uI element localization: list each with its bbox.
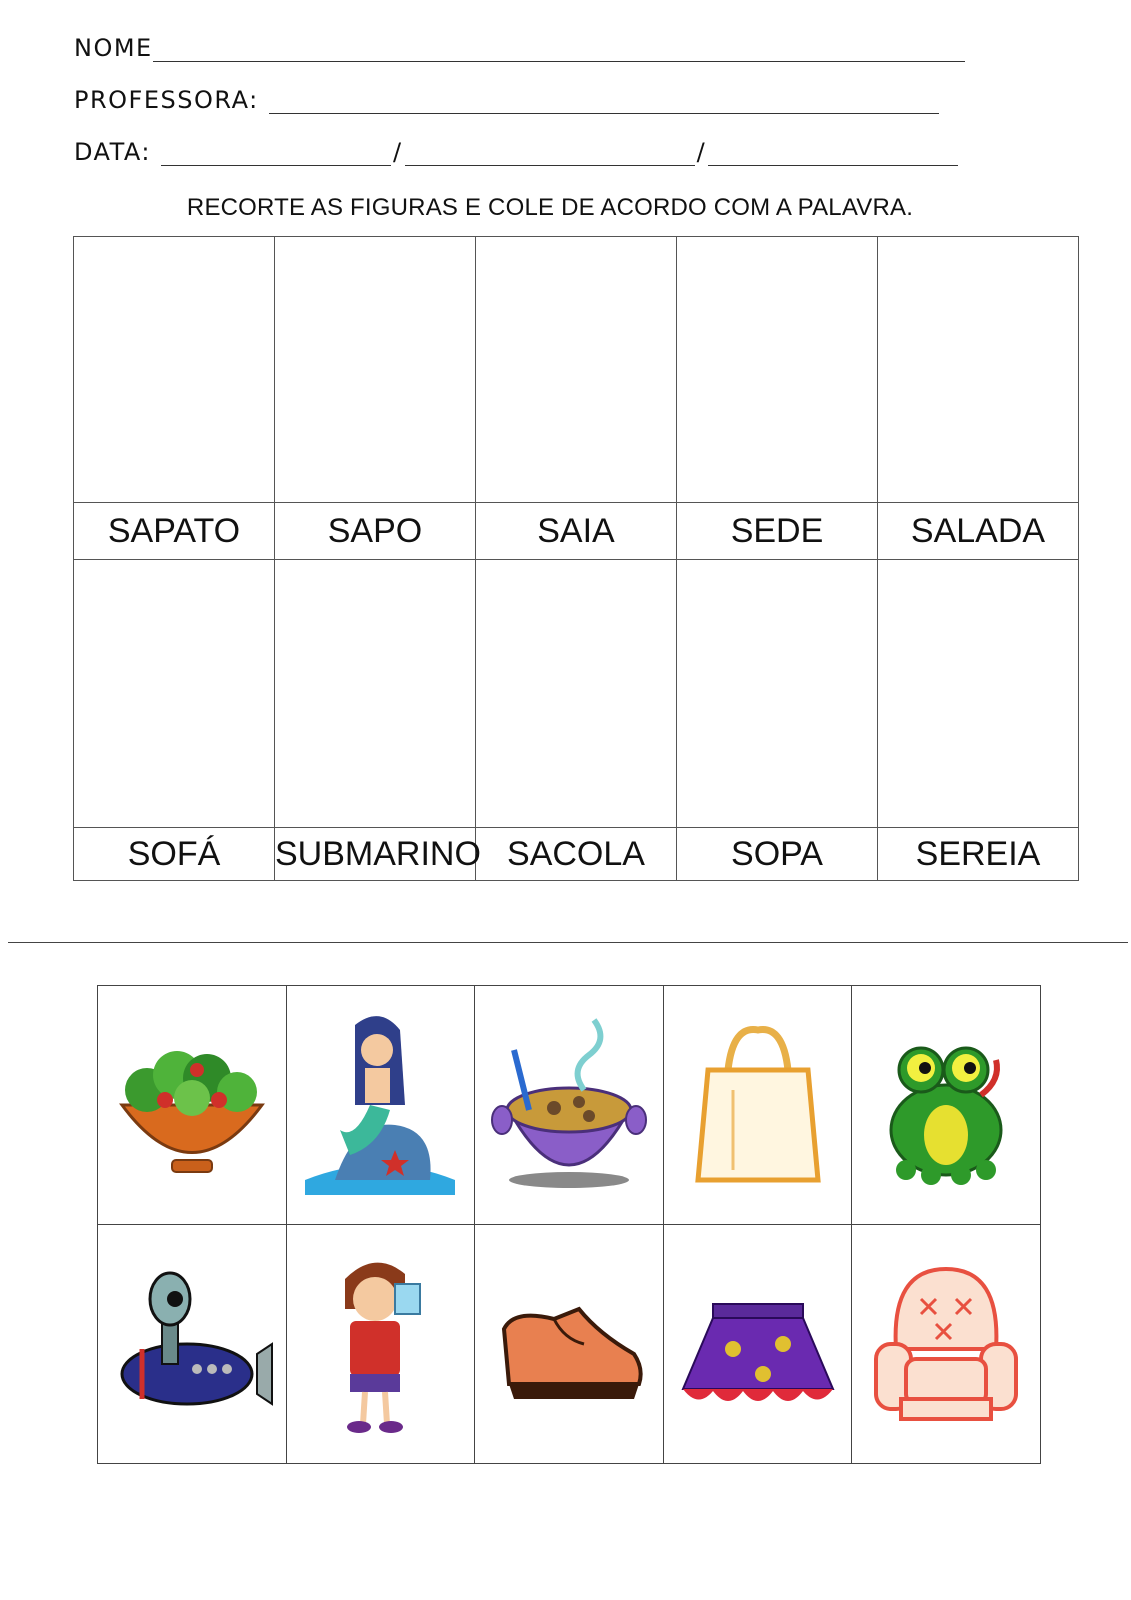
word-label: SACOLA	[476, 828, 677, 881]
cutout-card[interactable]	[98, 1225, 287, 1464]
paste-box[interactable]	[74, 237, 275, 503]
word-label: SAPATO	[74, 503, 275, 560]
cutout-card[interactable]	[852, 986, 1041, 1225]
word-label: SOPA	[677, 828, 878, 881]
shoe-icon	[484, 1249, 654, 1439]
mermaid-icon	[295, 1010, 465, 1200]
cutout-card[interactable]	[475, 986, 664, 1225]
paste-box[interactable]	[677, 560, 878, 828]
teacher-label: PROFESSORA:	[74, 86, 259, 114]
paste-box[interactable]	[878, 237, 1079, 503]
cutout-cards	[97, 985, 1041, 1464]
word-label: SUBMARINO	[275, 828, 476, 881]
name-line[interactable]	[153, 37, 965, 62]
date-field	[74, 138, 958, 166]
bag-icon	[673, 1010, 843, 1200]
date-separator-1: /	[393, 138, 403, 166]
soup-icon	[484, 1010, 654, 1200]
instruction-text: RECORTE AS FIGURAS E COLE DE ACORDO COM A PALAVRA.	[186, 194, 914, 221]
word-grid	[73, 236, 1079, 881]
date-day-line[interactable]	[161, 141, 391, 166]
word-label: SAPO	[275, 503, 476, 560]
skirt-icon	[673, 1249, 843, 1439]
word-label: SEREIA	[878, 828, 1079, 881]
cutout-card[interactable]	[663, 986, 852, 1225]
cutout-card[interactable]	[286, 1225, 475, 1464]
paste-box[interactable]	[74, 560, 275, 828]
word-label: SOFÁ	[74, 828, 275, 881]
paste-box[interactable]	[677, 237, 878, 503]
paste-box[interactable]	[476, 237, 677, 503]
frog-icon	[861, 1010, 1031, 1200]
word-label: SEDE	[677, 503, 878, 560]
paste-box[interactable]	[275, 237, 476, 503]
cutout-card[interactable]	[286, 986, 475, 1225]
paste-box[interactable]	[476, 560, 677, 828]
salad-icon	[107, 1010, 277, 1200]
cutout-card[interactable]	[98, 986, 287, 1225]
date-year-line[interactable]	[708, 141, 958, 166]
date-separator-2: /	[696, 138, 707, 166]
teacher-line[interactable]	[269, 89, 939, 114]
paste-box[interactable]	[878, 560, 1079, 828]
cut-line	[8, 942, 1128, 943]
name-label: NOME	[74, 34, 153, 62]
paste-box[interactable]	[275, 560, 476, 828]
cutout-card[interactable]	[663, 1225, 852, 1464]
date-month-line[interactable]	[405, 141, 695, 166]
word-label: SALADA	[878, 503, 1079, 560]
cutout-card[interactable]	[475, 1225, 664, 1464]
armchair-icon	[861, 1249, 1031, 1439]
name-field	[74, 34, 965, 62]
word-label: SAIA	[476, 503, 677, 560]
submarine-icon	[107, 1249, 277, 1439]
teacher-field	[74, 86, 939, 114]
cutout-card[interactable]	[852, 1225, 1041, 1464]
date-label: DATA:	[74, 138, 151, 166]
girl-drinking-icon	[295, 1249, 465, 1439]
